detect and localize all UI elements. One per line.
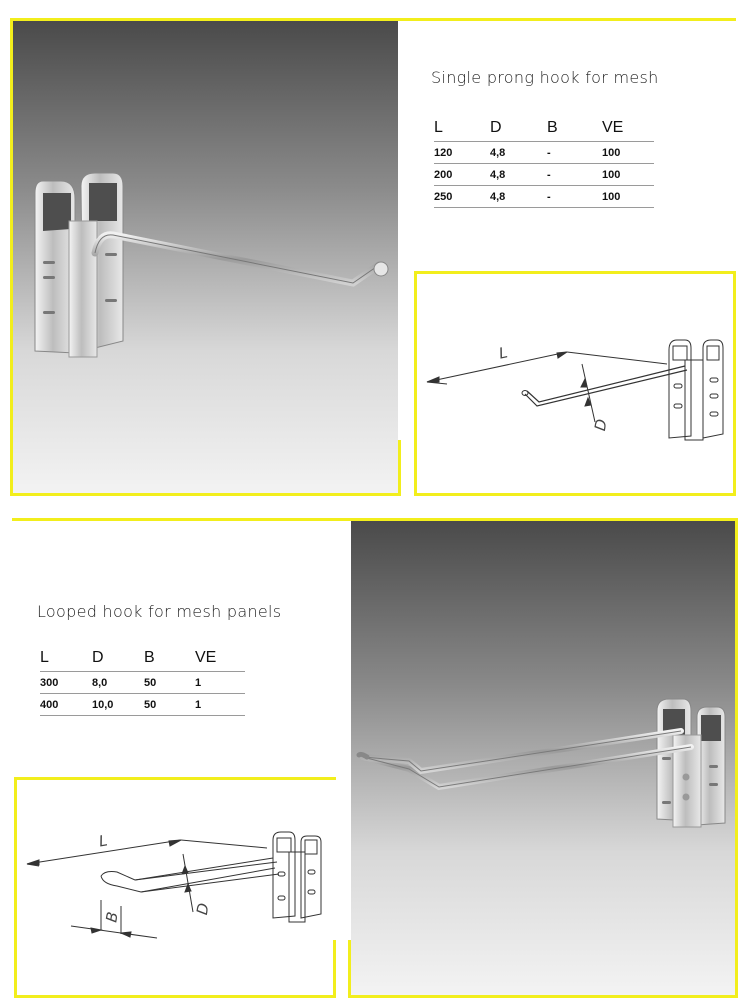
table-row [434, 142, 654, 164]
dimension-label-b: B [102, 910, 122, 924]
cell-l: 300 [40, 672, 92, 694]
cell-ve: 100 [602, 164, 654, 186]
dimension-label-d: D [192, 901, 213, 917]
technical-drawing-looped-hook [17, 780, 333, 995]
cell-b: - [547, 186, 602, 208]
product-2-spec-table [40, 648, 245, 716]
table-row [434, 186, 654, 208]
cell-l: 250 [434, 186, 490, 208]
cell-l: 120 [434, 142, 490, 164]
product-1-title: Single prong hook for mesh [431, 68, 659, 87]
cell-l: 200 [434, 164, 490, 186]
cell-b: - [547, 142, 602, 164]
dimension-label-d: D [590, 417, 611, 433]
cell-ve: 1 [195, 672, 245, 694]
column-header-b: B [144, 648, 195, 672]
column-header-ve: VE [195, 648, 245, 672]
column-header-l: L [40, 648, 92, 672]
cell-b: 50 [144, 672, 195, 694]
frame-right-2 [735, 518, 738, 998]
cell-d: 10,0 [92, 694, 144, 716]
cell-d: 4,8 [490, 186, 547, 208]
table-header-row [40, 648, 245, 672]
frame-drawing-2-bottom [14, 995, 336, 998]
frame-drawing-1-bottom [414, 493, 736, 496]
technical-drawing-single-prong [417, 274, 733, 493]
product-1-spec-table [434, 118, 654, 208]
cell-l: 400 [40, 694, 92, 716]
table-row [40, 694, 245, 716]
frame-photo-2-bottom [348, 995, 738, 998]
cell-b: - [547, 164, 602, 186]
column-header-d: D [490, 118, 547, 142]
column-header-l: L [434, 118, 490, 142]
frame-drawing-2-right [333, 940, 336, 998]
table-row [434, 164, 654, 186]
product-photo-looped-hook [351, 521, 735, 995]
cell-d: 4,8 [490, 164, 547, 186]
column-header-d: D [92, 648, 144, 672]
table-header-row [434, 118, 654, 142]
cell-ve: 1 [195, 694, 245, 716]
column-header-ve: VE [602, 118, 654, 142]
product-photo-single-prong-hook [13, 21, 398, 493]
cell-b: 50 [144, 694, 195, 716]
cell-ve: 100 [602, 142, 654, 164]
frame-bottom-photo-1 [10, 493, 400, 496]
looped-hook-render [351, 521, 735, 995]
cell-ve: 100 [602, 186, 654, 208]
cell-d: 8,0 [92, 672, 144, 694]
table-row [40, 672, 245, 694]
dimension-label-l: L [497, 343, 510, 363]
column-header-b: B [547, 118, 602, 142]
frame-right-photo-1 [398, 440, 401, 496]
single-prong-line-drawing [417, 274, 733, 493]
dimension-label-l: L [97, 831, 109, 851]
single-prong-hook-render [13, 21, 398, 493]
frame-drawing-1-right [733, 271, 736, 496]
product-2-title: Looped hook for mesh panels [37, 602, 282, 621]
looped-hook-line-drawing [17, 780, 333, 995]
cell-d: 4,8 [490, 142, 547, 164]
